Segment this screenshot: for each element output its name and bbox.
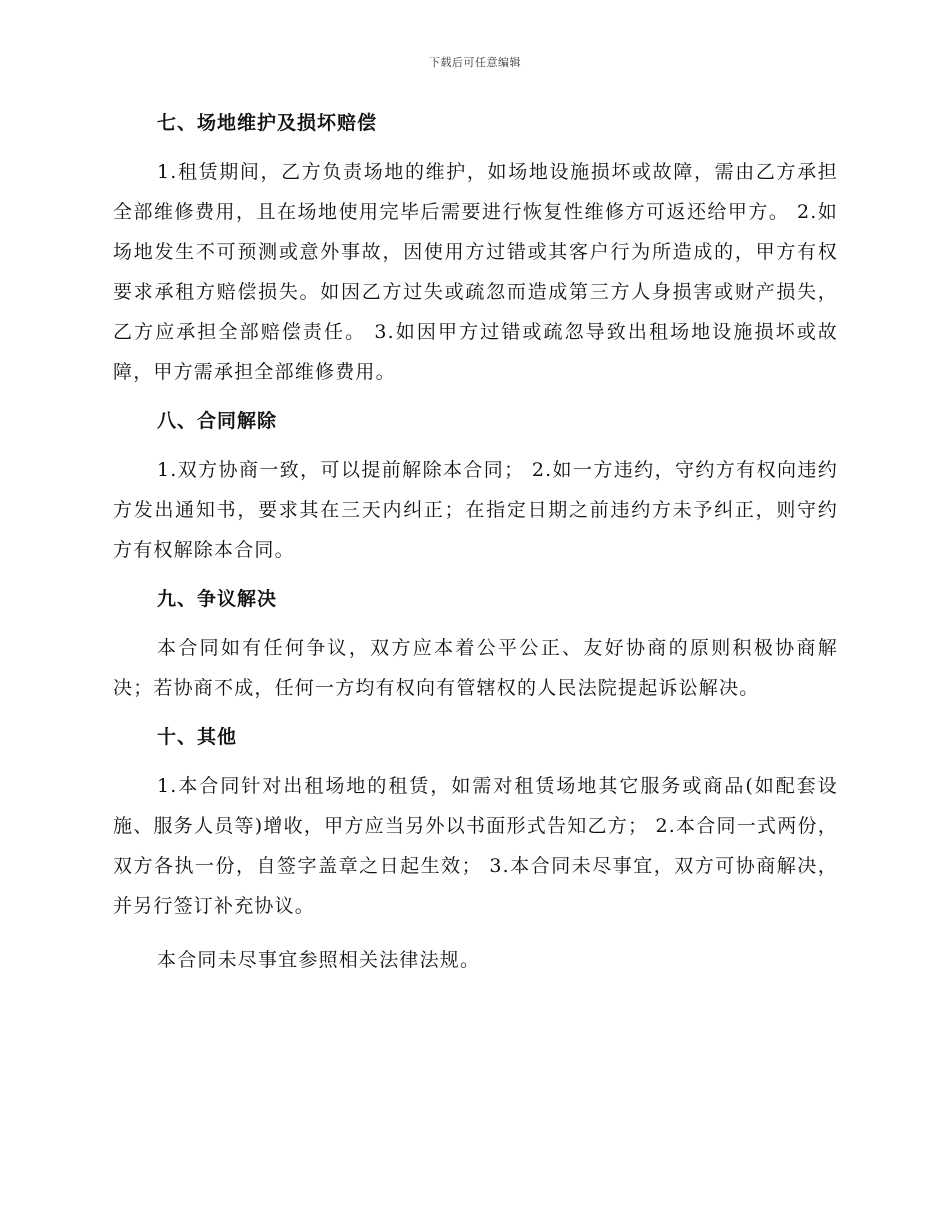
section-paragraph: 本合同如有任何争议，双方应本着公平公正、友好协商的原则积极协商解决；若协商不成，任何一方均有权向有管辖权的人民法院提起诉讼解决。 (113, 637, 838, 699)
section-heading: 九、争议解决 (157, 588, 278, 610)
section-paragraph: 1.本合同针对出租场地的租赁，如需对租赁场地其它服务或商品(如配套设施、服务人员等)增收，甲方应当另外以书面形式告知乙方； 2.本合同一式两份，双方各执一份，自签字盖章之日起生效； 3.本合同未尽事宜，双方可协商解决，并另行签订补充协议。 (113, 775, 838, 917)
section-other (113, 722, 838, 980)
section-heading: 八、合同解除 (157, 410, 278, 432)
section-paragraph: 本合同未尽事宜参照相关法律法规。 (157, 949, 481, 971)
section-maintenance (113, 108, 838, 392)
section-heading: 七、场地维护及损坏赔偿 (157, 112, 378, 134)
page-header: 下载后可任意编辑 (429, 56, 521, 69)
document-body (113, 108, 838, 994)
section-termination (113, 406, 838, 570)
section-dispute (113, 584, 838, 708)
section-paragraph: 1.租赁期间，乙方负责场地的维护，如场地设施损坏或故障，需由乙方承担全部维修费用，且在场地使用完毕后需要进行恢复性维修方可返还给甲方。 2.如场地发生不可预测或意外事故，因使用方过错或其客户行为所造成的，甲方有权要求承租方赔偿损失。如因乙方过失或疏忽而造成第三方人身损害或财产损失，乙方应承担全部赔偿责任。 3.如因甲方过错或疏忽导致出租场地设施损坏或故障，甲方需承担全部维修费用。 (113, 161, 838, 383)
section-paragraph: 1.双方协商一致，可以提前解除本合同； 2.如一方违约，守约方有权向违约方发出通知书，要求其在三天内纠正；在指定日期之前违约方未予纠正，则守约方有权解除本合同。 (113, 459, 838, 561)
section-heading: 十、其他 (157, 726, 238, 748)
